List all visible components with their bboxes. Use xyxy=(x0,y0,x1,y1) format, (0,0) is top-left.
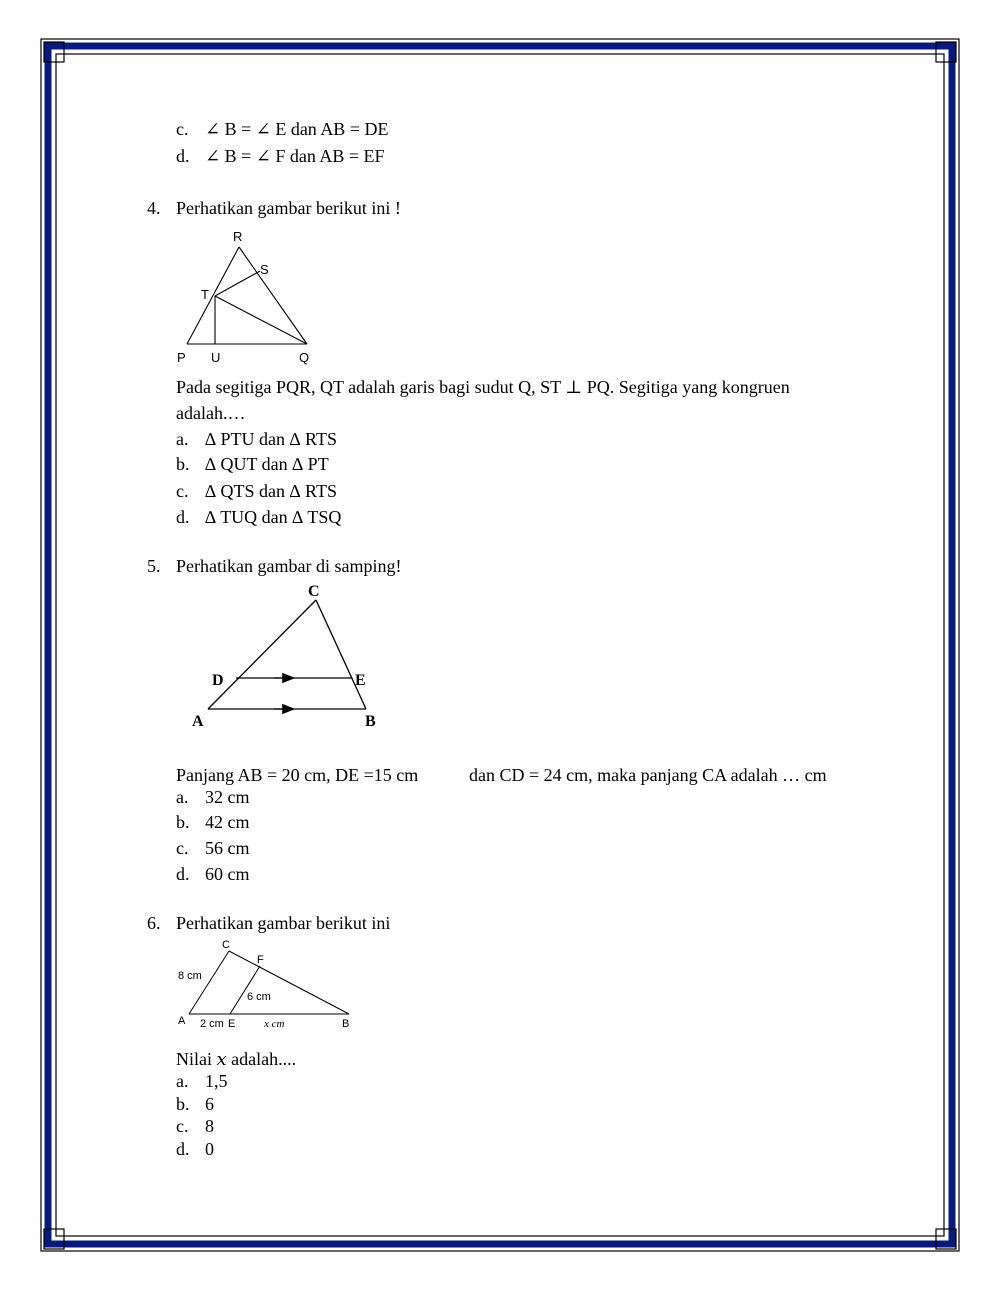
option-text: 60 cm xyxy=(205,864,250,884)
question-number: 6. xyxy=(147,913,161,933)
option-text: ∆ TUQ dan ∆ TSQ xyxy=(205,507,342,527)
question-prompt: Perhatikan gambar di samping! xyxy=(176,556,402,576)
option-letter: d. xyxy=(176,146,190,166)
option-letter: c. xyxy=(176,838,189,858)
question-prompt: Perhatikan gambar berikut ini ! xyxy=(176,198,401,218)
side-ac xyxy=(208,600,316,709)
option-letter: d. xyxy=(176,1139,190,1159)
option-text: 56 cm xyxy=(205,838,250,858)
label-c: C xyxy=(308,583,320,600)
option-text: ∠ B = ∠ F dan AB = EF xyxy=(205,146,385,166)
option-letter: b. xyxy=(176,812,190,832)
option-letter: d. xyxy=(176,864,190,884)
label-p: P xyxy=(177,350,186,365)
option-text: ∆ QUT dan ∆ PT xyxy=(205,454,329,474)
segment-tq xyxy=(215,296,307,344)
question-number: 5. xyxy=(147,556,161,576)
label-d: D xyxy=(212,672,224,689)
option-letter: a. xyxy=(176,787,189,807)
label-c: C xyxy=(222,939,230,951)
option-letter: c. xyxy=(176,481,189,501)
variable-x: 𝑥 xyxy=(216,1049,227,1069)
option-letter: b. xyxy=(176,1094,190,1114)
option-text: 32 cm xyxy=(205,787,250,807)
option-letter: d. xyxy=(176,507,190,527)
side-rq xyxy=(239,247,307,344)
label-ac-length: 8 cm xyxy=(178,970,202,982)
side-pr xyxy=(187,247,239,344)
question-stem: Panjang AB = 20 cm, DE =15 cm xyxy=(176,765,419,785)
segment-ts xyxy=(215,271,260,296)
label-f: F xyxy=(257,954,264,966)
question-number: 4. xyxy=(147,198,161,218)
stem-prefix: Nilai xyxy=(176,1049,217,1069)
side-cb xyxy=(316,600,366,709)
label-ae-length: 2 cm xyxy=(200,1018,224,1030)
label-r: R xyxy=(233,229,243,244)
side-ac xyxy=(189,951,229,1014)
label-ef-length: 6 cm xyxy=(247,991,271,1003)
triangle-pqr-figure xyxy=(170,226,330,368)
option-text: ∠ B = ∠ E dan AB = DE xyxy=(205,119,389,139)
label-a: A xyxy=(178,1015,186,1027)
stem-suffix: adalah.... xyxy=(226,1049,297,1069)
option-text: ∆ PTU dan ∆ RTS xyxy=(205,429,337,449)
segment-ef xyxy=(230,966,260,1014)
label-eb-length: x cm xyxy=(264,1018,285,1030)
label-e: E xyxy=(228,1018,236,1030)
label-u: U xyxy=(211,350,221,365)
label-t: T xyxy=(201,287,209,302)
label-e: E xyxy=(355,672,366,689)
option-letter: a. xyxy=(176,1071,189,1091)
label-s: S xyxy=(260,262,269,277)
question-prompt: Perhatikan gambar berikut ini xyxy=(176,913,391,933)
side-cb xyxy=(229,951,349,1014)
label-b: B xyxy=(342,1018,350,1030)
label-a: A xyxy=(192,713,204,730)
option-text: 42 cm xyxy=(205,812,250,832)
question-stem-continued: dan CD = 24 cm, maka panjang CA adalah … cm xyxy=(469,765,827,785)
option-letter: b. xyxy=(176,454,190,474)
triangle-abc-similar-figure xyxy=(172,934,362,1034)
option-text: 1,5 xyxy=(205,1071,228,1091)
option-text: 0 xyxy=(205,1139,214,1159)
label-q: Q xyxy=(299,350,310,365)
option-text: ∆ QTS dan ∆ RTS xyxy=(205,481,337,501)
triangle-abc-figure xyxy=(186,578,396,738)
question-stem: Pada segitiga PQR, QT adalah garis bagi sudut Q, ST ⊥ PQ. Segitiga yang kongruen xyxy=(176,377,790,397)
option-text: 6 xyxy=(205,1094,214,1114)
label-b: B xyxy=(365,713,376,730)
question-stem-continued: adalah.… xyxy=(176,403,246,423)
option-letter: a. xyxy=(176,429,189,449)
option-letter: c. xyxy=(176,119,189,139)
question-stem xyxy=(176,1048,296,1070)
option-letter: c. xyxy=(176,1116,189,1136)
option-text: 8 xyxy=(205,1116,214,1136)
